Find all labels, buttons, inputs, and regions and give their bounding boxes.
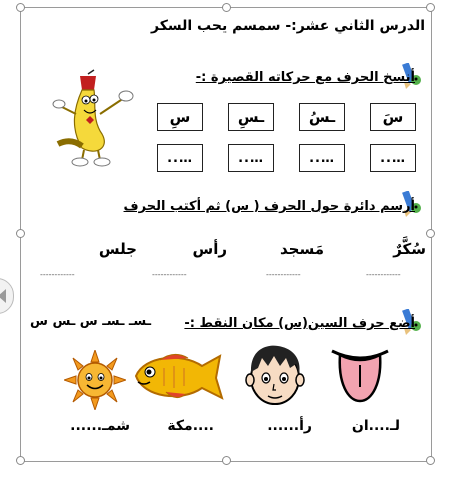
sun-icon bbox=[64, 350, 126, 410]
word-sukkar: سُكَّرٌ bbox=[393, 240, 426, 258]
letter-box: ـسِ bbox=[228, 103, 274, 131]
resize-handle-top-middle[interactable] bbox=[222, 3, 231, 12]
section3-instruction: أضع حرف السين(س) مكان النقط :- bbox=[184, 316, 415, 331]
answer-line[interactable]: ------------ bbox=[40, 270, 75, 279]
caption-lisan: لـ....ان bbox=[351, 418, 400, 434]
blank-box[interactable]: ….. bbox=[299, 144, 345, 172]
answer-line[interactable]: ------------ bbox=[152, 270, 187, 279]
resize-handle-bottom-right[interactable] bbox=[426, 456, 435, 465]
blank-box[interactable]: ….. bbox=[228, 144, 274, 172]
resize-handle-top-right[interactable] bbox=[426, 3, 435, 12]
blank-box[interactable]: ….. bbox=[370, 144, 416, 172]
word-jalas: جلس bbox=[98, 240, 137, 258]
letter-box: ـسُ bbox=[299, 103, 345, 131]
caption-shams: شمـ...... bbox=[70, 418, 130, 434]
fish-icon bbox=[130, 350, 226, 406]
banana-mascot-icon bbox=[52, 68, 144, 168]
resize-handle-top-left[interactable] bbox=[16, 3, 25, 12]
chevron-left-icon bbox=[0, 279, 13, 313]
section1-instruction: أنسخ الحرف مع حركاته القصيرة :- bbox=[195, 70, 415, 85]
tongue-icon bbox=[328, 343, 392, 405]
word-masjid: مَسجد bbox=[279, 240, 324, 258]
answer-line[interactable]: ------------ bbox=[366, 270, 401, 279]
resize-handle-bottom-middle[interactable] bbox=[222, 456, 231, 465]
caption-samaka: ....مكة bbox=[167, 418, 214, 434]
letter-box: سَ bbox=[370, 103, 416, 131]
answer-line[interactable]: ------------ bbox=[266, 270, 301, 279]
section2-instruction: أرسم دائرة حول الحرف ( س) ثم أكتب الحرف bbox=[123, 199, 415, 214]
previous-page-arrow[interactable] bbox=[0, 278, 14, 314]
resize-handle-right-middle[interactable] bbox=[426, 229, 435, 238]
letter-box: سِ bbox=[157, 103, 203, 131]
letter-options: ـسـ ـسـ س ـس س bbox=[30, 314, 152, 329]
resize-handle-bottom-left[interactable] bbox=[16, 456, 25, 465]
resize-handle-left-middle[interactable] bbox=[16, 229, 25, 238]
caption-ras: رأ...... bbox=[267, 418, 312, 434]
word-ras: رأس bbox=[192, 240, 227, 258]
boy-face-icon bbox=[244, 342, 306, 408]
lesson-title: الدرس الثاني عشر:- سمسم يحب السكر bbox=[151, 18, 425, 34]
blank-box[interactable]: ….. bbox=[157, 144, 203, 172]
